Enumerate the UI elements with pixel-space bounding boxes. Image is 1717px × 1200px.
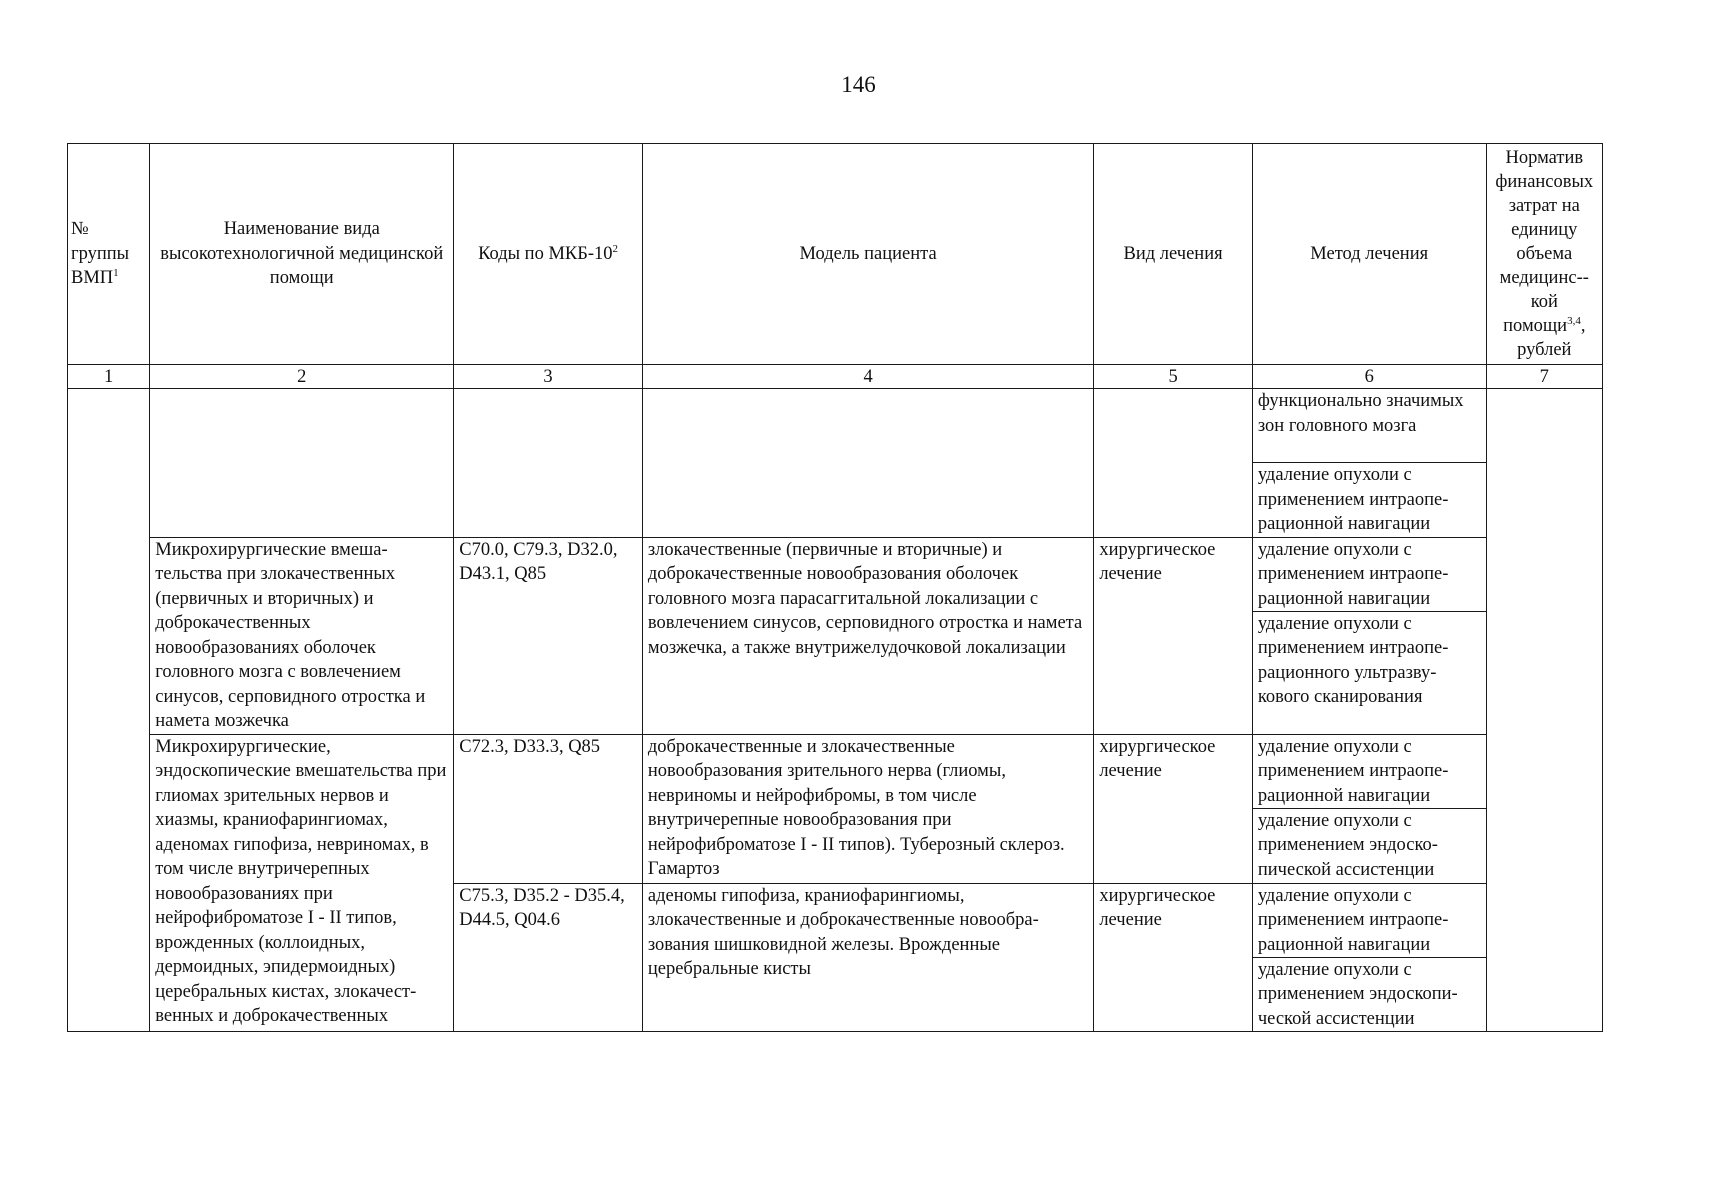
treatment-type-cell: хирургическое лечение: [1094, 883, 1253, 1032]
icd-codes-cell: C70.0, C79.3, D32.0, D43.1, Q85: [454, 537, 643, 734]
treatment-method-cell: [1252, 883, 1486, 1032]
column-number: 7: [1486, 365, 1602, 389]
vmp-table: [67, 143, 1603, 1032]
header-cost-norm: Норматив финансовых затрат на единицу объема медицинс--кой помощи$^{3,4}$, рублей: [1486, 144, 1602, 365]
header-treatment-method: Метод лечения: [1252, 144, 1486, 365]
header-row: [68, 144, 1603, 365]
table-row: [68, 389, 1603, 538]
column-number: 4: [642, 365, 1093, 389]
patient-model-cell: доброкачественные и злокачественные новообразования зрительного нерва (глиомы, невриномы и нейрофибромы, в том числе внутричерепные новообразования при нейрофиброматозе I - II типов). Туберозный склероз. Гамартоз: [642, 734, 1093, 883]
treatment-type-cell: [1094, 389, 1253, 538]
treatment-method: удаление опухоли с применением интраопе-рационной навигации: [1253, 884, 1486, 958]
treatment-method: функционально значимых зон головного мозга: [1253, 389, 1486, 463]
treatment-method: удаление опухоли с применением интраопе-рационной навигации: [1253, 538, 1486, 612]
header-treatment-type: Вид лечения: [1094, 144, 1253, 365]
table-row: [68, 734, 1603, 883]
treatment-method-cell: [1252, 389, 1486, 538]
treatment-method: удаление опухоли с применением эндоско-пической ассистенции: [1257, 810, 1438, 880]
treatment-method: удаление опухоли с применением интраопе-рационного ультразву-кового сканирования: [1257, 613, 1449, 707]
header-care-type: Наименование вида высокотехнологичной медицинской помощи: [150, 144, 454, 365]
treatment-method: удаление опухоли с применением интраопе-рационной навигации: [1253, 735, 1486, 809]
cost-norm-cell: [1486, 389, 1602, 1032]
patient-model-cell: аденомы гипофиза, краниофарингиомы, злокачественные и доброкачественные новообра-зования шишковидной железы. Врожденные церебральные кисты: [642, 883, 1093, 1032]
care-type-cell: Микрохирургические вмеша-тельства при злокачественных (первичных и вторичных) и доброкачественных новообразованиях оболочек головного мозга с вовлечением синусов, серповидного отростка и намета мозжечка: [150, 537, 454, 734]
icd-codes-cell: C75.3, D35.2 - D35.4, D44.5, Q04.6: [454, 883, 643, 1032]
treatment-method: удаление опухоли с применением эндоскопи-ческой ассистенции: [1257, 959, 1458, 1029]
header-icd-codes: Коды по МКБ-$10^2$: [454, 144, 643, 365]
care-type-cell: [150, 389, 454, 538]
treatment-method: удаление опухоли с применением интраопе-рационной навигации: [1257, 465, 1449, 534]
group-number-cell: [68, 389, 150, 1032]
treatment-type-cell: хирургическое лечение: [1094, 537, 1253, 734]
treatment-type-cell: хирургическое лечение: [1094, 734, 1253, 883]
column-number: 3: [454, 365, 643, 389]
column-number: 1: [68, 365, 150, 389]
treatment-method-cell: [1252, 734, 1486, 883]
column-number: 5: [1094, 365, 1253, 389]
patient-model-cell: злокачественные (первичные и вторичные) и доброкачественные новообразования оболочек головного мозга парасаггитальной локализации с вовлечением синусов, серповидного отростка и намета мозжечка, а также внутрижелудочковой локализации: [642, 537, 1093, 734]
icd-codes-cell: [454, 389, 643, 538]
icd-codes-cell: C72.3, D33.3, Q85: [454, 734, 643, 883]
patient-model-cell: [642, 389, 1093, 538]
header-patient-model: Модель пациента: [642, 144, 1093, 365]
column-number-row: [68, 365, 1603, 389]
care-type-cell: Микрохирургические, эндоскопические вмешательства при глиомах зрительных нервов и хиазмы, краниофарингиомах, аденомах гипофиза, невриномах, в том числе внутричерепных новообразованиях при нейрофиброматозе I - II типов, врожденных (коллоидных, дермоидных, эпидермоидных) церебральных кистах, злокачест-венных и доброкачественных: [150, 734, 454, 1032]
page-number: 146: [841, 72, 876, 97]
column-number: 6: [1252, 365, 1486, 389]
table-row: [68, 537, 1603, 734]
treatment-method-cell: [1252, 537, 1486, 734]
column-number: 2: [150, 365, 454, 389]
header-group-number: № группы ВМП$^1$: [68, 144, 150, 365]
